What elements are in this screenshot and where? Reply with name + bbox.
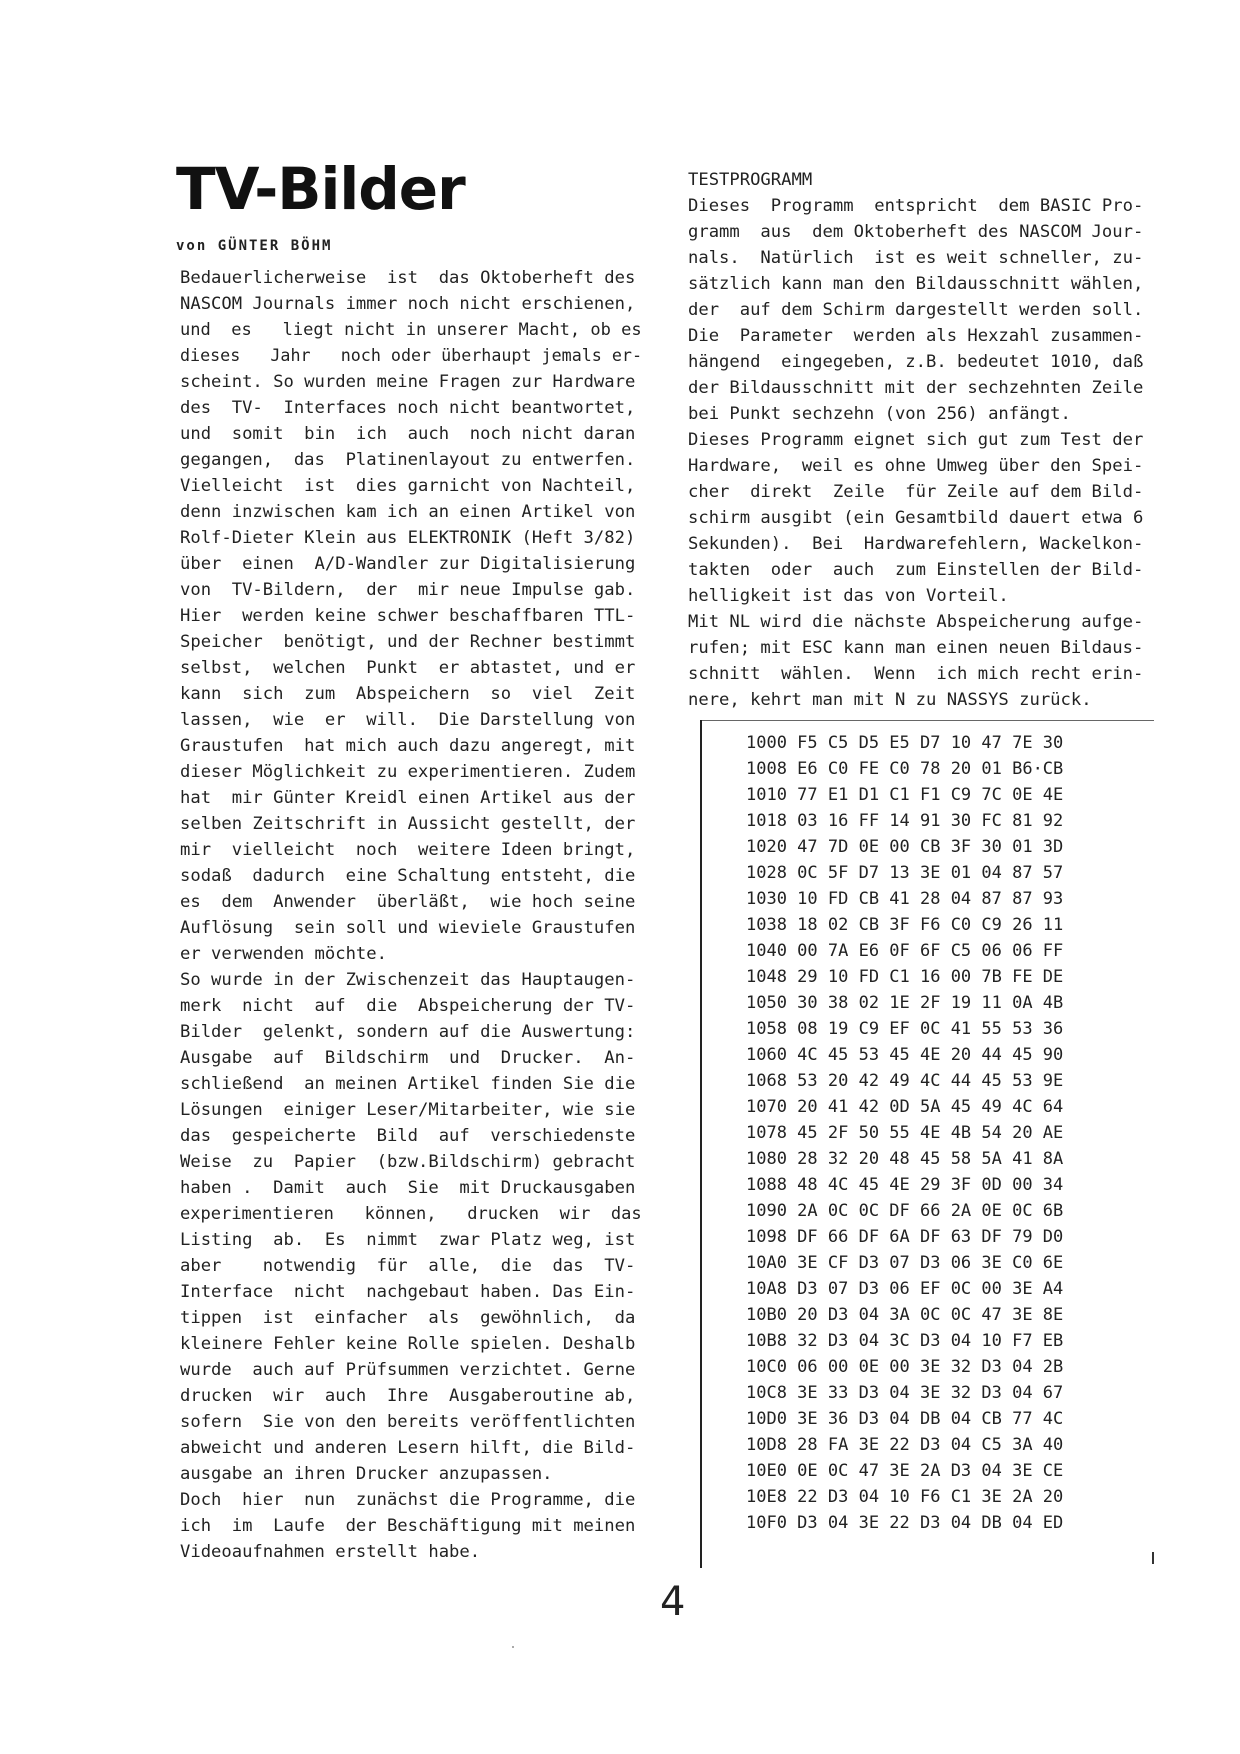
hex-row: 10A0 3E CF D3 07 D3 06 3E C0 6E — [746, 1253, 1064, 1273]
text-line: So wurde in der Zwischenzeit das Hauptaugen- — [180, 970, 636, 990]
listing-right-mark — [1152, 1552, 1154, 1564]
text-line: hängend eingegeben, z.B. bedeutet 1010, daß — [688, 352, 1144, 372]
text-line: cher direkt Zeile für Zeile auf dem Bild- — [688, 482, 1144, 502]
text-line: über einen A/D-Wandler zur Digitalisierung — [180, 554, 636, 574]
text-line: Mit NL wird die nächste Abspeicherung aufge- — [688, 612, 1144, 632]
hex-row: 1068 53 20 42 49 4C 44 45 53 9E — [746, 1071, 1064, 1091]
text-line: schirm ausgibt (ein Gesamtbild dauert etwa 6 — [688, 508, 1144, 528]
text-line: mir vielleicht noch weitere Ideen bringt, — [180, 840, 636, 860]
text-line: helligkeit ist das von Vorteil. — [688, 586, 1009, 606]
text-line: merk nicht auf die Abspeicherung der TV- — [180, 996, 636, 1016]
scan-speck — [512, 1646, 514, 1648]
text-line: Interface nicht nachgebaut haben. Das Ein- — [180, 1282, 636, 1302]
text-line: Speicher benötigt, und der Rechner bestimmt — [180, 632, 636, 652]
left-column-text — [180, 265, 642, 1565]
hex-row: 1078 45 2F 50 55 4E 4B 54 20 AE — [746, 1123, 1064, 1143]
text-line: es dem Anwender überläßt, wie hoch seine — [180, 892, 636, 912]
hex-row: 1060 4C 45 53 45 4E 20 44 45 90 — [746, 1045, 1064, 1065]
hex-row: 1080 28 32 20 48 45 58 5A 41 8A — [746, 1149, 1064, 1169]
text-line: Videoaufnahmen erstellt habe. — [180, 1542, 481, 1562]
text-line: scheint. So wurden meine Fragen zur Hardware — [180, 372, 636, 392]
text-line: experimentieren können, drucken wir das — [180, 1204, 642, 1224]
text-line: und somit bin ich auch noch nicht daran — [180, 424, 636, 444]
hex-row: 1000 F5 C5 D5 E5 D7 10 47 7E 30 — [746, 733, 1064, 753]
hex-row: 1050 30 38 02 1E 2F 19 11 0A 4B — [746, 993, 1064, 1013]
text-line: Ausgabe auf Bildschirm und Drucker. An- — [180, 1048, 636, 1068]
hex-row: 10A8 D3 07 D3 06 EF 0C 00 3E A4 — [746, 1279, 1064, 1299]
text-line: schnitt wählen. Wenn ich mich recht erin- — [688, 664, 1144, 684]
hex-row: 10D8 28 FA 3E 22 D3 04 C5 3A 40 — [746, 1435, 1064, 1455]
text-line: gegangen, das Platinenlayout zu entwerfen. — [180, 450, 636, 470]
hex-row: 1008 E6 C0 FE C0 78 20 01 B6·CB — [746, 759, 1064, 779]
text-line: nere, kehrt man mit N zu NASSYS zurück. — [688, 690, 1092, 710]
hex-row: 1040 00 7A E6 0F 6F C5 06 06 FF — [746, 941, 1064, 961]
page-number: 4 — [660, 1579, 686, 1625]
text-line: sofern Sie von den bereits veröffentlichten — [180, 1412, 636, 1432]
hex-row: 1090 2A 0C 0C DF 66 2A 0E 0C 6B — [746, 1201, 1064, 1221]
hex-row: 1048 29 10 FD C1 16 00 7B FE DE — [746, 967, 1064, 987]
hex-row: 10B0 20 D3 04 3A 0C 0C 47 3E 8E — [746, 1305, 1064, 1325]
hex-row: 1038 18 02 CB 3F F6 C0 C9 26 11 — [746, 915, 1064, 935]
text-line: Auflösung sein soll und wieviele Graustufen — [180, 918, 636, 938]
text-line: sodaß dadurch eine Schaltung entsteht, die — [180, 866, 636, 886]
text-line: der auf dem Schirm dargestellt werden soll. — [688, 300, 1144, 320]
listing-top-rule — [700, 720, 1154, 721]
text-line: und es liegt nicht in unserer Macht, ob es — [180, 320, 642, 340]
text-line: nals. Natürlich ist es weit schneller, zu- — [688, 248, 1144, 268]
text-line: selben Zeitschrift in Aussicht gestellt, der — [180, 814, 636, 834]
hex-row: 1010 77 E1 D1 C1 F1 C9 7C 0E 4E — [746, 785, 1064, 805]
hex-row: 10F0 D3 04 3E 22 D3 04 DB 04 ED — [746, 1513, 1064, 1533]
text-line: denn inzwischen kam ich an einen Artikel von — [180, 502, 636, 522]
text-line: von TV-Bildern, der mir neue Impulse gab. — [180, 580, 636, 600]
text-line: abweicht und anderen Lesern hilft, die Bild- — [180, 1438, 636, 1458]
hex-row: 10E8 22 D3 04 10 F6 C1 3E 2A 20 — [746, 1487, 1064, 1507]
text-line: Vielleicht ist dies garnicht von Nachteil, — [180, 476, 636, 496]
text-line: Dieses Programm eignet sich gut zum Test der — [688, 430, 1144, 450]
text-line: er verwenden möchte. — [180, 944, 387, 964]
hex-row: 1058 08 19 C9 EF 0C 41 55 53 36 — [746, 1019, 1064, 1039]
text-line: Lösungen einiger Leser/Mitarbeiter, wie sie — [180, 1100, 636, 1120]
text-line: der Bildausschnitt mit der sechzehnten Zeile — [688, 378, 1144, 398]
hex-row: 10C0 06 00 0E 00 3E 32 D3 04 2B — [746, 1357, 1064, 1377]
text-line: Weise zu Papier (bzw.Bildschirm) gebracht — [180, 1152, 636, 1172]
text-line: hat mir Günter Kreidl einen Artikel aus der — [180, 788, 636, 808]
right-column-text — [688, 167, 1148, 713]
text-line: wurde auch auf Prüfsummen verzichtet. Gerne — [180, 1360, 636, 1380]
hex-row: 1018 03 16 FF 14 91 30 FC 81 92 — [746, 811, 1064, 831]
text-line: gramm aus dem Oktoberheft des NASCOM Jour- — [688, 222, 1144, 242]
text-line: sätzlich kann man den Bildausschnitt wählen, — [688, 274, 1144, 294]
text-line: das gespeicherte Bild auf verschiedenste — [180, 1126, 636, 1146]
text-line: Rolf-Dieter Klein aus ELEKTRONIK (Heft 3/82) — [180, 528, 636, 548]
text-line: bei Punkt sechzehn (von 256) anfängt. — [688, 404, 1071, 424]
text-line: takten oder auch zum Einstellen der Bild- — [688, 560, 1144, 580]
article-title: TV-Bilder — [176, 155, 465, 223]
text-line: dieser Möglichkeit zu experimentieren. Zudem — [180, 762, 636, 782]
text-line: TESTPROGRAMM — [688, 170, 813, 190]
hex-row: 1030 10 FD CB 41 28 04 87 87 93 — [746, 889, 1064, 909]
text-line: Dieses Programm entspricht dem BASIC Pro- — [688, 196, 1144, 216]
hex-row: 1028 0C 5F D7 13 3E 01 04 87 57 — [746, 863, 1064, 883]
text-line: Bilder gelenkt, sondern auf die Auswertung: — [180, 1022, 636, 1042]
text-line: rufen; mit ESC kann man einen neuen Bildaus- — [688, 638, 1144, 658]
text-line: schließend an meinen Artikel finden Sie die — [180, 1074, 636, 1094]
text-line: Listing ab. Es nimmt zwar Platz weg, ist — [180, 1230, 636, 1250]
text-line: Graustufen hat mich auch dazu angeregt, mit — [180, 736, 636, 756]
hex-row: 10E0 0E 0C 47 3E 2A D3 04 3E CE — [746, 1461, 1064, 1481]
hex-row: 1070 20 41 42 0D 5A 45 49 4C 64 — [746, 1097, 1064, 1117]
text-line: ich im Laufe der Beschäftigung mit meinen — [180, 1516, 636, 1536]
hex-row: 1088 48 4C 45 4E 29 3F 0D 00 34 — [746, 1175, 1064, 1195]
text-line: drucken wir auch Ihre Ausgaberoutine ab, — [180, 1386, 636, 1406]
text-line: haben . Damit auch Sie mit Druckausgaben — [180, 1178, 636, 1198]
text-line: Die Parameter werden als Hexzahl zusammen- — [688, 326, 1144, 346]
text-line: Bedauerlicherweise ist das Oktoberheft des — [180, 268, 636, 288]
hex-row: 10C8 3E 33 D3 04 3E 32 D3 04 67 — [746, 1383, 1064, 1403]
listing-left-rule — [700, 720, 702, 1568]
hex-row: 10D0 3E 36 D3 04 DB 04 CB 77 4C — [746, 1409, 1064, 1429]
text-line: Sekunden). Bei Hardwarefehlern, Wackelkon- — [688, 534, 1144, 554]
text-line: NASCOM Journals immer noch nicht erschienen, — [180, 294, 636, 314]
text-line: lassen, wie er will. Die Darstellung von — [180, 710, 636, 730]
hex-row: 1098 DF 66 DF 6A DF 63 DF 79 D0 — [746, 1227, 1064, 1247]
hex-listing-box — [700, 720, 1154, 1562]
text-line: Doch hier nun zunächst die Programme, die — [180, 1490, 636, 1510]
author-byline: von GÜNTER BÖHM — [176, 238, 333, 254]
text-line: aber notwendig für alle, die das TV- — [180, 1256, 636, 1276]
hex-row: 1020 47 7D 0E 00 CB 3F 30 01 3D — [746, 837, 1064, 857]
text-line: kann sich zum Abspeichern so viel Zeit — [180, 684, 636, 704]
text-line: Hier werden keine schwer beschaffbaren TTL- — [180, 606, 636, 626]
hex-row: 10B8 32 D3 04 3C D3 04 10 F7 EB — [746, 1331, 1064, 1351]
text-line: ausgabe an ihren Drucker anzupassen. — [180, 1464, 553, 1484]
text-line: Hardware, weil es ohne Umweg über den Spei- — [688, 456, 1144, 476]
text-line: tippen ist einfacher als gewöhnlich, da — [180, 1308, 636, 1328]
text-line: selbst, welchen Punkt er abtastet, und er — [180, 658, 636, 678]
text-line: des TV- Interfaces noch nicht beantwortet, — [180, 398, 636, 418]
hex-listing — [746, 730, 1063, 1536]
text-line: dieses Jahr noch oder überhaupt jemals er- — [180, 346, 642, 366]
text-line: kleinere Fehler keine Rolle spielen. Deshalb — [180, 1334, 636, 1354]
